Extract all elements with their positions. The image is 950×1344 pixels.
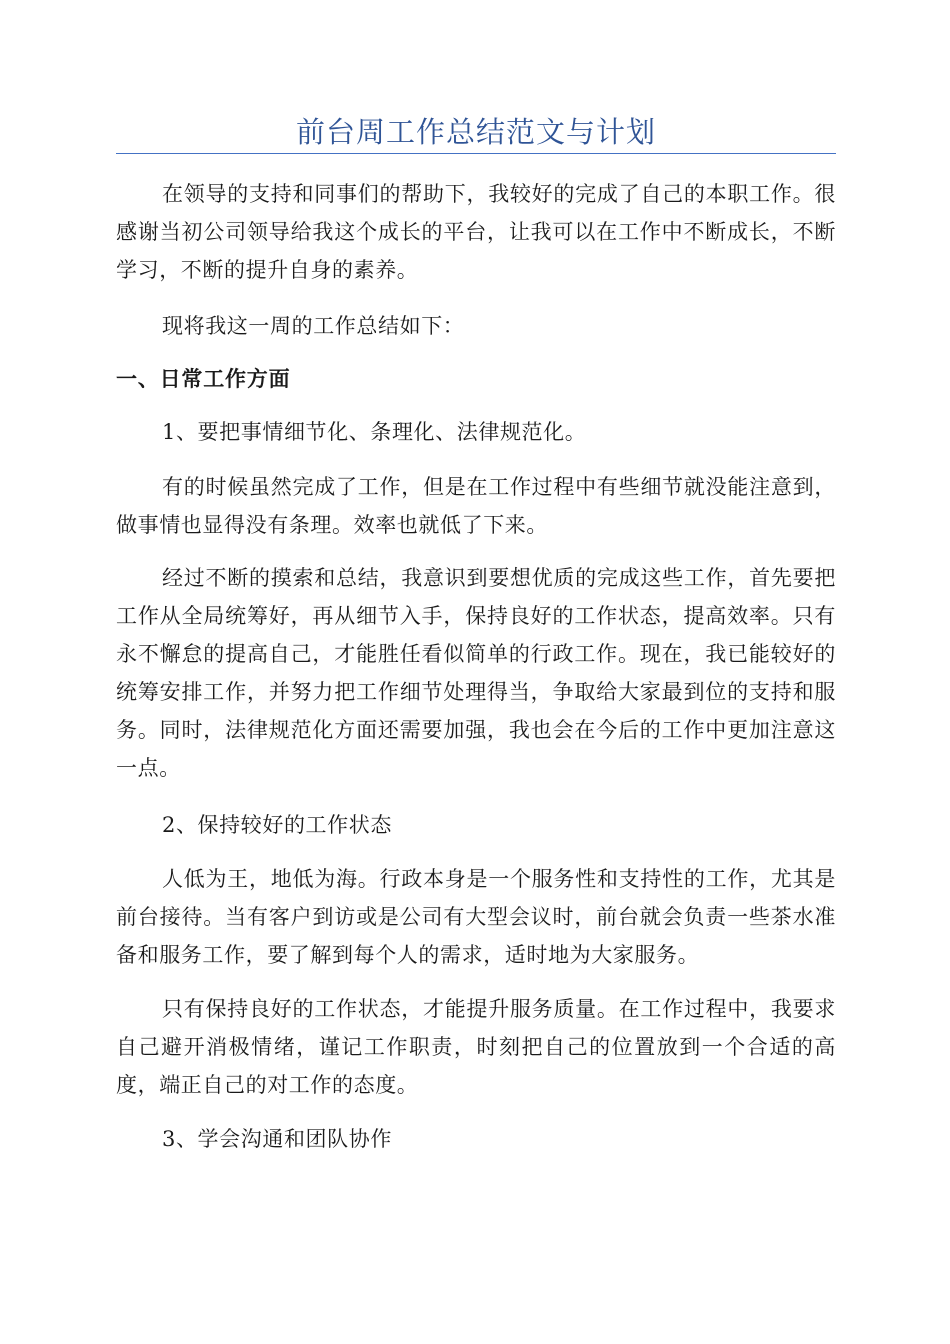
subheading-item-2: 2、保持较好的工作状态 <box>162 813 392 837</box>
paragraph-item-2-b: 只有保持良好的工作状态，才能提升服务质量。在工作过程中，我要求自己避开消极情绪，谨记工作职责，时刻把自己的位置放到一个合适的高度，端正自己的对工作的态度。 <box>116 997 836 1097</box>
title-underline <box>116 153 836 154</box>
document-title: 前台周工作总结范文与计划 <box>295 115 656 149</box>
paragraph-item-1-a: 有的时候虽然完成了工作，但是在工作过程中有些细节就没能注意到，做事情也显得没有条理。效率也就低了下来。 <box>116 475 836 537</box>
subheading-item-1: 1、要把事情细节化、条理化、法律规范化。 <box>162 420 587 444</box>
section-heading-daily-work: 一、日常工作方面 <box>116 366 291 391</box>
subheading-item-3: 3、学会沟通和团队协作 <box>162 1127 392 1151</box>
paragraph-summary-lead: 现将我这一周的工作总结如下： <box>162 314 465 338</box>
paragraph-item-2-a: 人低为王，地低为海。行政本身是一个服务性和支持性的工作，尤其是前台接待。当有客户到访或是公司有大型会议时，前台就会负责一些茶水准备和服务工作，要了解到每个人的需求，适时地为大家服务。 <box>116 867 836 967</box>
paragraph-intro: 在领导的支持和同事们的帮助下，我较好的完成了自己的本职工作。很感谢当初公司领导给我这个成长的平台，让我可以在工作中不断成长，不断学习，不断的提升自身的素养。 <box>116 182 836 282</box>
paragraph-item-1-b: 经过不断的摸索和总结，我意识到要想优质的完成这些工作，首先要把工作从全局统筹好，再从细节入手，保持良好的工作状态，提高效率。只有永不懈怠的提高自己，才能胜任看似简单的行政工作。现在，我已能较好的统筹安排工作，并努力把工作细节处理得当，争取给大家最到位的支持和服务。同时，法律规范化方面还需要加强，我也会在今后的工作中更加注意这一点。 <box>116 566 836 780</box>
